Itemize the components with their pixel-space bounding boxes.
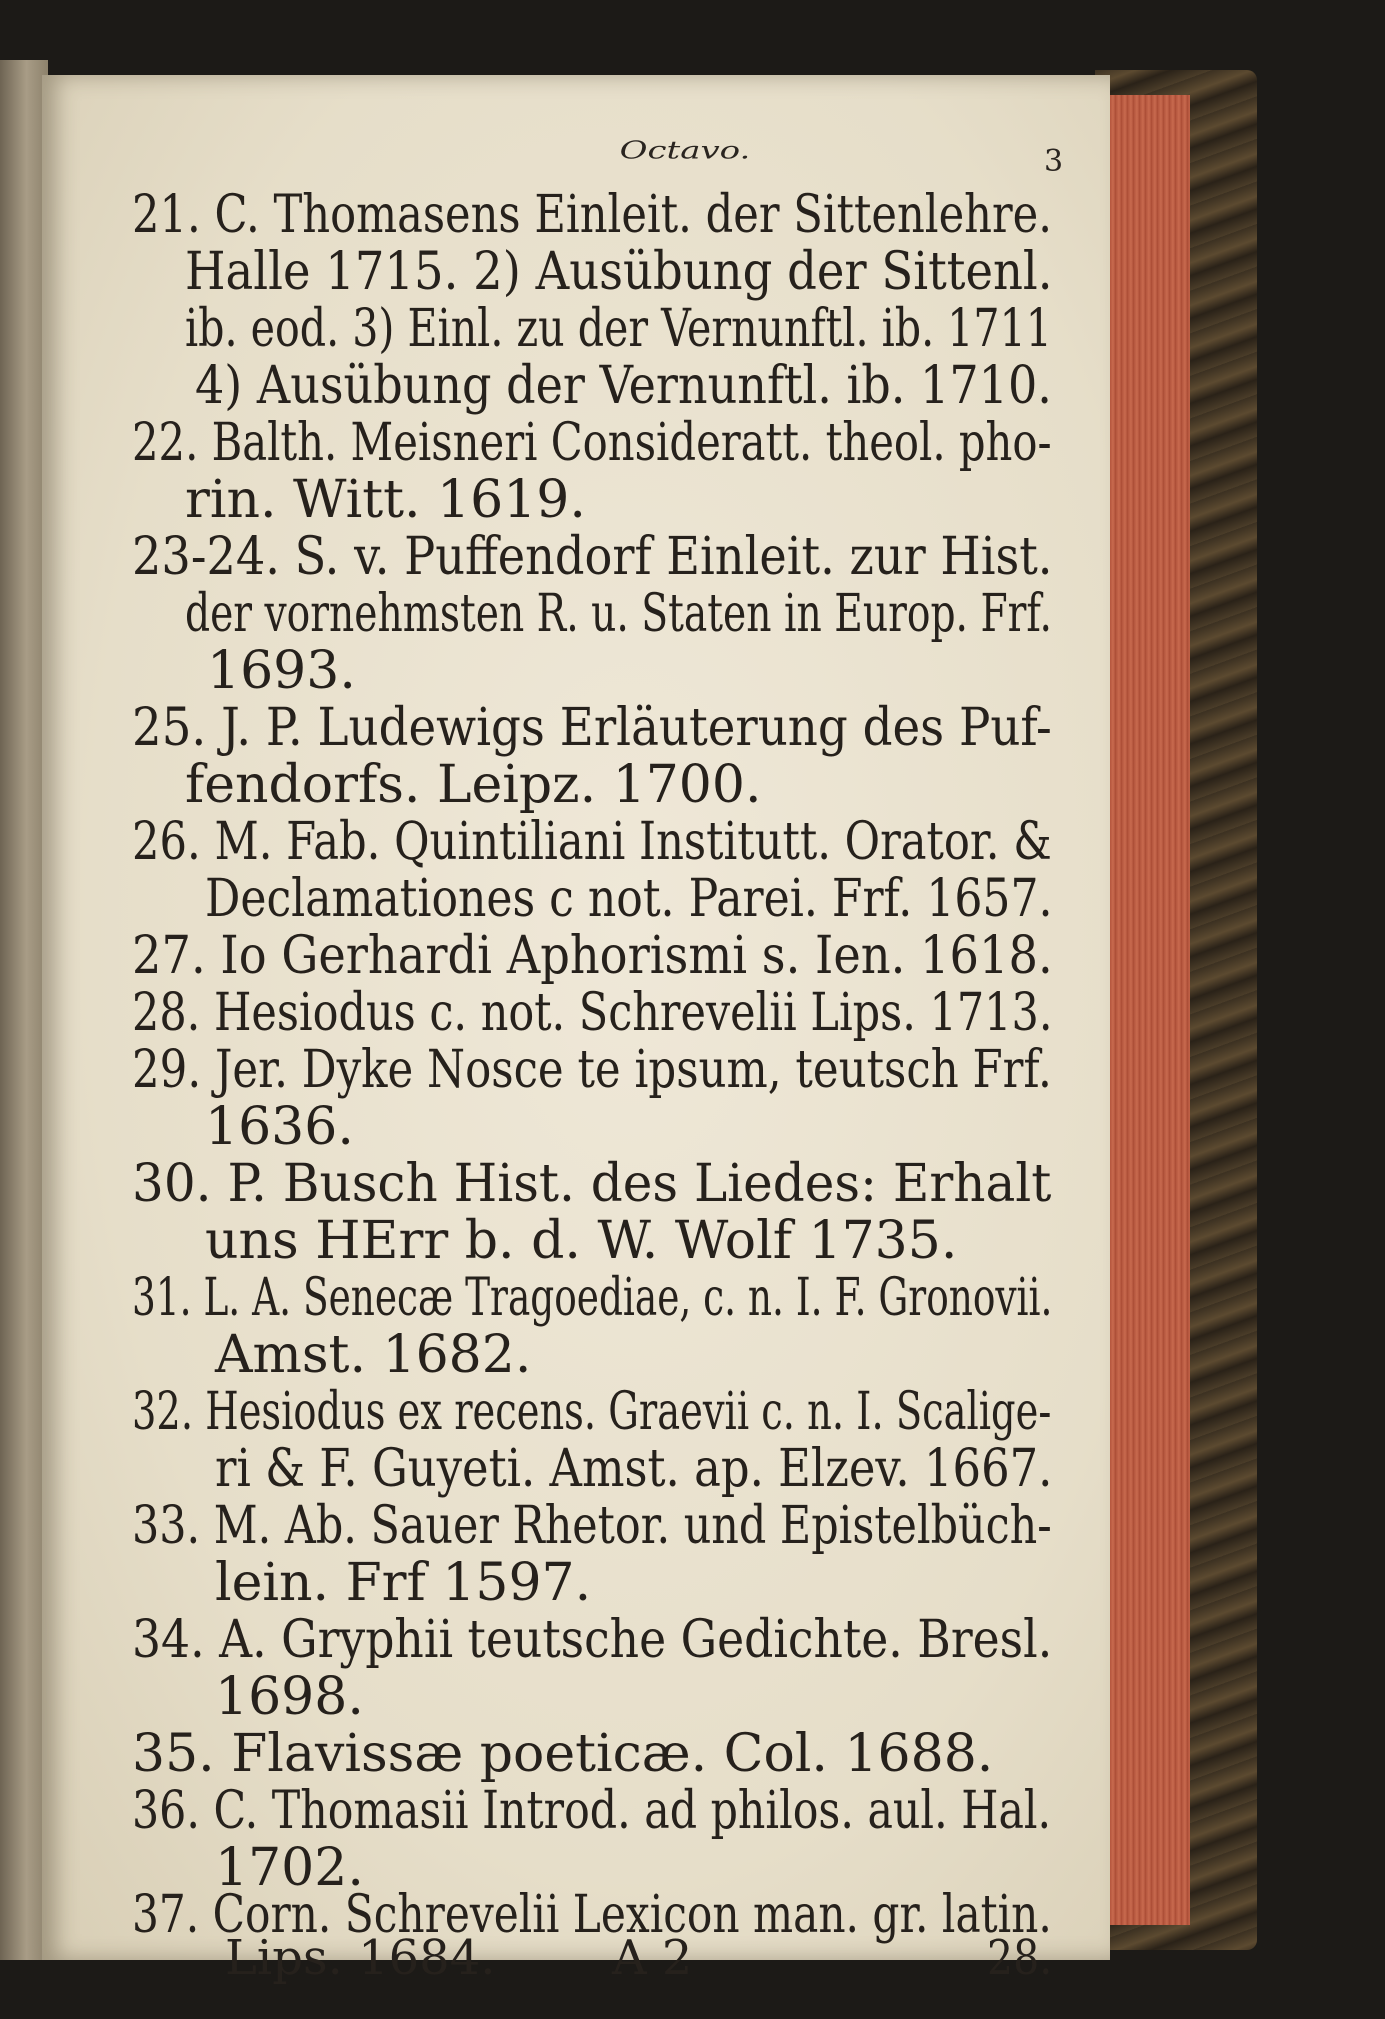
catalog-line: ri & F. Guyeti. Amst. ap. Elzev. 1667. <box>215 1439 1053 1499</box>
catalog-line: 23-24. S. v. Puffendorf Einleit. zur Hist. <box>132 527 1053 587</box>
catalog-line: lein. Frf 1597. <box>215 1553 592 1613</box>
catalog-line: 31. L. A. Senecæ Tragoediae, c. n. I. F. Gronovii. <box>132 1268 1053 1328</box>
catalog-line: Amst. 1682. <box>215 1325 532 1385</box>
catalog-line: 25. J. P. Ludewigs Erläuterung des Puf- <box>132 698 1052 758</box>
catalog-line: 28. Hesiodus c. not. Schrevelii Lips. 1713. <box>132 983 1053 1043</box>
footer-left: Lips. 1684. <box>225 1930 496 1986</box>
catalog-line: Halle 1715. 2) Ausübung der Sittenl. <box>185 242 1053 302</box>
page-edges <box>1110 95 1190 1925</box>
catalog-line: 27. Io Gerhardi Aphorismi s. Ien. 1618. <box>132 926 1053 986</box>
book-page <box>42 75 1110 1986</box>
catalog-line: 26. M. Fab. Quintiliani Institutt. Orator. & <box>132 812 1052 872</box>
catalog-line: Declamationes c not. Parei. Frf. 1657. <box>205 869 1053 929</box>
catalog-line: 29. Jer. Dyke Nosce te ipsum, teutsch Frf. <box>132 1040 1052 1100</box>
facing-page-edge <box>0 60 48 1960</box>
page-header: Octavo. <box>619 137 751 165</box>
catalog-line: 1693. <box>207 641 356 701</box>
catalog-line: 34. A. Gryphii teutsche Gedichte. Bresl. <box>132 1610 1053 1670</box>
catalog-line: 36. C. Thomasii Introd. ad philos. aul. Hal. <box>132 1781 1052 1841</box>
catalog-line: 1702. <box>215 1838 364 1898</box>
catalog-line: 4) Ausübung der Vernunftl. ib. 1710. <box>195 356 1052 416</box>
catalog-line: 32. Hesiodus ex recens. Graevii c. n. I. Scalige- <box>132 1382 1052 1442</box>
catalog-line: 1636. <box>205 1097 354 1157</box>
catalog-line: 33. M. Ab. Sauer Rhetor. und Epistelbüch- <box>132 1496 1052 1556</box>
catalog-line: 21. C. Thomasens Einleit. der Sittenlehre. <box>132 185 1052 245</box>
catalog-line: uns HErr b. d. W. Wolf 1735. <box>205 1211 958 1271</box>
signature-mark: A 2 <box>612 1930 693 1986</box>
catalog-line: 30. P. Busch Hist. des Liedes: Erhalt <box>132 1154 1052 1214</box>
catalog-line: der vornehmsten R. u. Staten in Europ. Frf. <box>185 584 1053 644</box>
catalog-line: 22. Balth. Meisneri Consideratt. theol. pho- <box>132 413 1052 473</box>
page-number-mark: 3 <box>1044 144 1064 179</box>
catalog-line: 1698. <box>215 1667 364 1727</box>
catalog-line: 35. Flavissæ poeticæ. Col. 1688. <box>132 1724 994 1784</box>
catalog-line: fendorfs. Leipz. 1700. <box>185 755 762 815</box>
catalog-line: ib. eod. 3) Einl. zu der Vernunftl. ib. 1711 <box>185 299 1052 359</box>
catalog-line: rin. Witt. 1619. <box>185 470 586 530</box>
catchword: 28. <box>987 1930 1053 1986</box>
catalog-line: 37. Corn. Schrevelii Lexicon man. gr. latin. <box>132 1885 1052 1945</box>
